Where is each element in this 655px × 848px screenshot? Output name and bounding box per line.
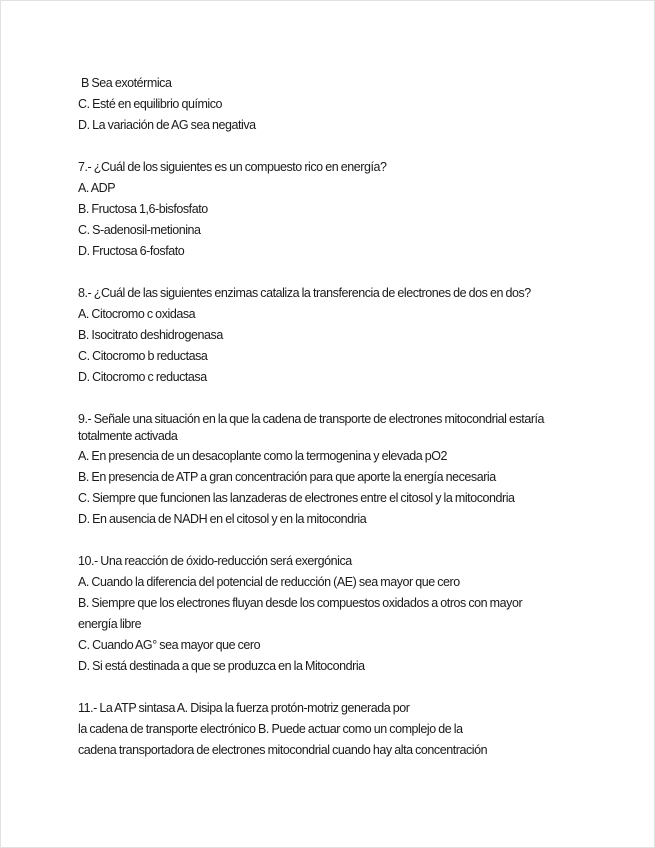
question-9: 9.- Señale una situación en la que la cadena de transporte de electrones mitocondrial estaría totalmente activada (78, 412, 545, 443)
q9-option-d: D. En ausencia de NADH en el citosol y en la mitocondria (78, 512, 367, 526)
q8-option-b: B. Isocitrato deshidrogenasa (78, 328, 223, 342)
question-7: 7.- ¿Cuál de los siguientes es un compuesto rico en energía? (78, 160, 387, 174)
q10-option-a: A. Cuando la diferencia del potencial de reducción (AE) sea mayor que cero (78, 575, 460, 589)
answer-option-c: C. Esté en equilibrio químico (78, 97, 223, 111)
answer-option-b: B Sea exotérmica (81, 76, 172, 90)
question-11-continued: la cadena de transporte electrónico B. Puede actuar como un complejo de la (78, 722, 463, 736)
paragraph-spacer (78, 677, 578, 698)
q10-option-b-continued: energía libre (78, 617, 142, 631)
q7-option-b: B. Fructosa 1,6-bisfosfato (78, 202, 208, 216)
q8-option-d: D. Citocromo c reductasa (78, 370, 207, 384)
q9-option-c: C. Siempre que funcionen las lanzaderas de electrones entre el citosol y la mitocondria (78, 491, 515, 505)
question-10: 10.- Una reacción de óxido-reducción será exergónica (78, 554, 352, 568)
q7-option-a: A. ADP (78, 181, 116, 195)
answer-option-d: D. La variación de AG sea negativa (78, 118, 256, 132)
question-8: 8.- ¿Cuál de las siguientes enzimas cataliza la transferencia de electrones de dos en dos? (78, 286, 531, 300)
question-11-continued: cadena transportadora de electrones mitocondrial cuando hay alta concentración (78, 743, 488, 757)
q8-option-a: A. Citocromo c oxidasa (78, 307, 196, 321)
q9-option-a: A. En presencia de un desacoplante como la termogenina y elevada pO2 (78, 449, 448, 463)
q10-option-d: D. Si está destinada a que se produzca en la Mitocondria (78, 659, 365, 673)
paragraph-spacer (78, 136, 578, 157)
q7-option-c: C. S-adenosil-metionina (78, 223, 201, 237)
q10-option-c: C. Cuando AG° sea mayor que cero (78, 638, 261, 652)
q7-option-d: D. Fructosa 6-fosfato (78, 244, 185, 258)
q8-option-c: C. Citocromo b reductasa (78, 349, 208, 363)
q10-option-b: B. Siempre que los electrones fluyan desde los compuestos oxidados a otros con mayor (78, 596, 523, 610)
paragraph-spacer (78, 388, 578, 409)
q9-option-b: B. En presencia de ATP a gran concentración para que aporte la energía necesaria (78, 470, 496, 484)
paragraph-spacer (78, 262, 578, 283)
paragraph-spacer (78, 530, 578, 551)
question-11: 11.- La ATP sintasa A. Disipa la fuerza protón-motriz generada por (78, 701, 410, 715)
document-body (78, 73, 578, 761)
